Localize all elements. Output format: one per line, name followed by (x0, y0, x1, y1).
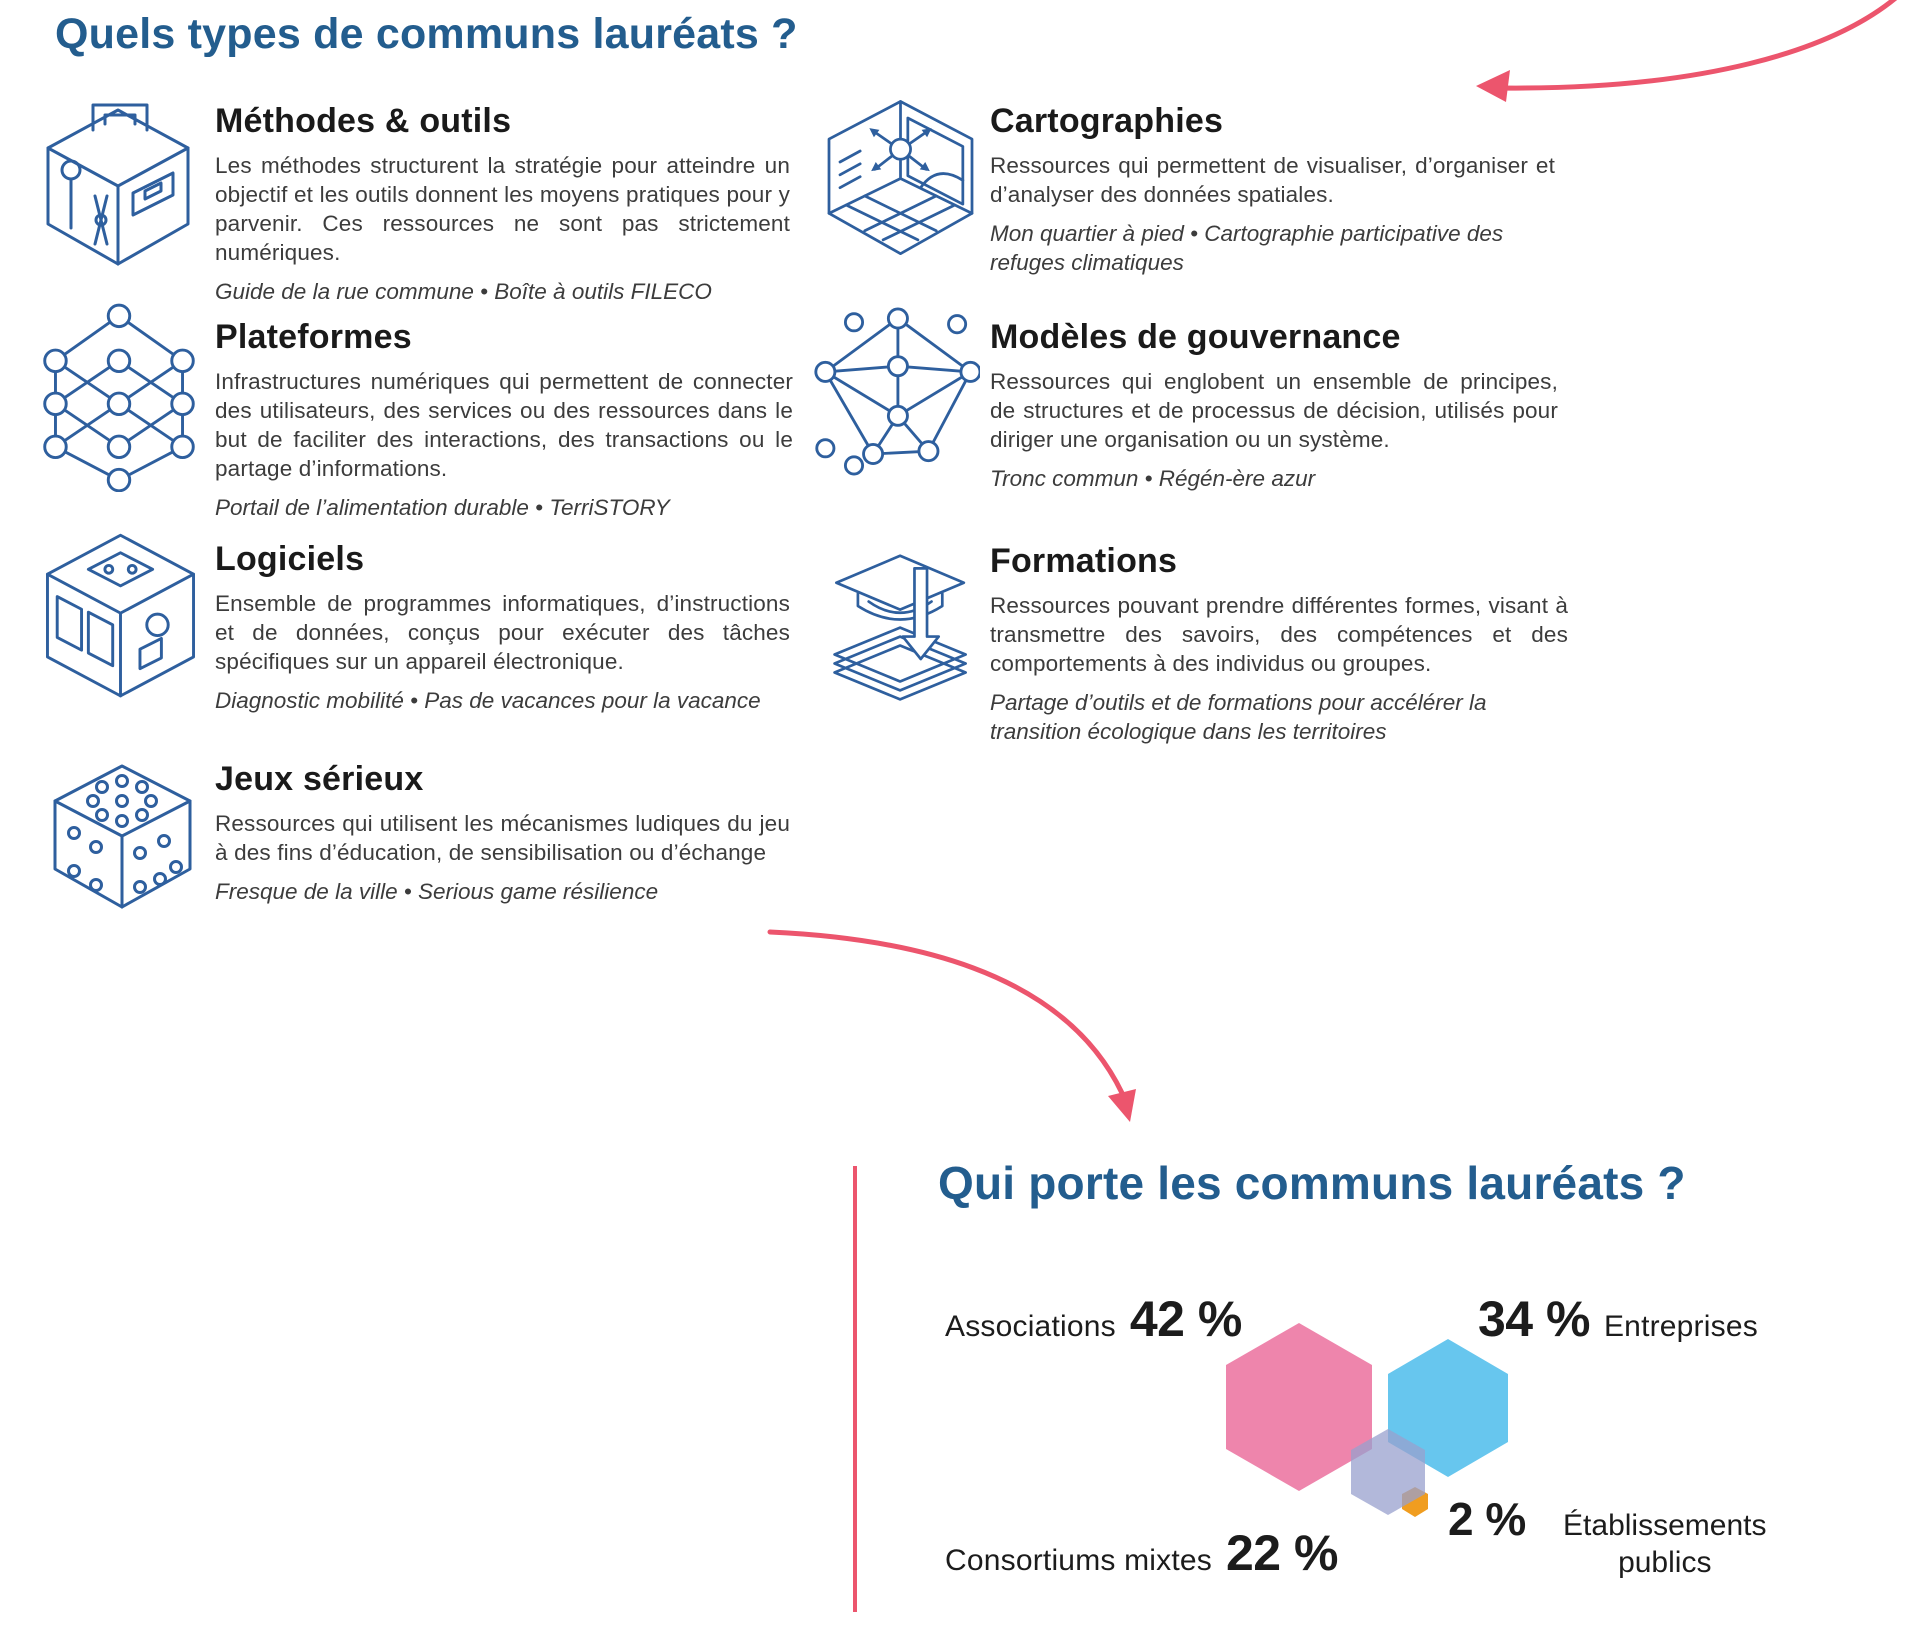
category-title: Plateformes (215, 318, 412, 356)
category-plateformes (215, 318, 793, 522)
category-description: Les méthodes structurent la stratégie pour atteindre un objectif et les outils donnent les moyens pratiques pour y parvenir. Ces ressources ne sont pas strictement numériques. (215, 153, 790, 265)
graduation-stack-icon (822, 540, 980, 708)
category-logiciels (215, 540, 790, 715)
graph-network-icon (812, 300, 980, 482)
stat-value: 22 % (1226, 1525, 1338, 1581)
category-description: Ressources qui utilisent les mécanismes ludiques du jeu à des fins d’éducation, de sensibilisation ou d’échange (215, 811, 790, 865)
category-description: Infrastructures numériques qui permettent de connecter des utilisateurs, des services ou des ressources dans le but de faciliter des interactions, des transactions ou le partage d’informations. (215, 369, 793, 481)
category-cartographies (990, 102, 1555, 277)
category-modeles-gouvernance (990, 318, 1558, 493)
category-title: Méthodes & outils (215, 102, 512, 140)
stat-consortiums-mixtes (945, 1524, 1338, 1582)
category-title: Logiciels (215, 540, 365, 578)
page-title: Quels types de communs lauréats ? (55, 10, 798, 58)
map-3d-icon (818, 96, 983, 261)
category-examples: Guide de la rue commune • Boîte à outils FILECO (215, 279, 712, 304)
category-title: Formations (990, 542, 1178, 580)
category-examples: Tronc commun • Régén-ère azur (990, 466, 1316, 491)
who-section-title: Qui porte les communs lauréats ? (938, 1157, 1686, 1209)
hexagon-associations (1226, 1323, 1372, 1491)
stat-label: Entreprises (1603, 1310, 1758, 1343)
category-examples: Diagnostic mobilité • Pas de vacances pour la vacance (215, 688, 761, 713)
category-title: Cartographies (990, 102, 1224, 140)
stat-label: Consortiums mixtes (945, 1544, 1212, 1577)
stat-label: Associations (945, 1310, 1116, 1343)
software-console-icon (28, 520, 213, 716)
dice-icon (40, 755, 205, 915)
stat-value: 42 % (1129, 1291, 1242, 1347)
category-description: Ensemble de programmes informatiques, d’instructions et de données, conçus pour exécuter des tâches spécifiques sur un appareil électronique. (215, 591, 790, 674)
category-examples: Partage d’outils et de formations pour accélérer la transition écologique dans les territoires (990, 690, 1487, 744)
network-layers-icon (33, 300, 205, 492)
category-jeux-serieux (215, 760, 790, 906)
category-examples: Mon quartier à pied • Cartographie participative des refuges climatiques (990, 221, 1504, 275)
category-methodes-outils (215, 102, 790, 306)
stat-value: 34 % (1478, 1291, 1590, 1347)
category-title: Modèles de gouvernance (990, 318, 1401, 356)
category-examples: Fresque de la ville • Serious game résilience (215, 879, 659, 904)
category-title: Jeux sérieux (215, 760, 424, 798)
category-description: Ressources qui permettent de visualiser, d’organiser et d’analyser des données spatiales. (990, 153, 1555, 207)
stat-label: Établissements publics (1563, 1509, 1767, 1579)
category-description: Ressources pouvant prendre différentes formes, visant à transmettre des savoirs, des compétences et des comportements à des individus ou groupes. (990, 593, 1568, 676)
section-divider-line (853, 1166, 857, 1612)
category-formations (990, 542, 1568, 746)
stat-etablissements-publics (1448, 1492, 1790, 1581)
toolbox-icon (33, 96, 203, 268)
category-description: Ressources qui englobent un ensemble de principes, de structures et de processus de décision, utilisés pour diriger une organisation ou un système. (990, 369, 1558, 452)
curved-arrow-down-icon (762, 918, 1162, 1148)
stat-value: 2 % (1448, 1493, 1526, 1545)
category-examples: Portail de l’alimentation durable • TerriSTORY (215, 495, 670, 520)
